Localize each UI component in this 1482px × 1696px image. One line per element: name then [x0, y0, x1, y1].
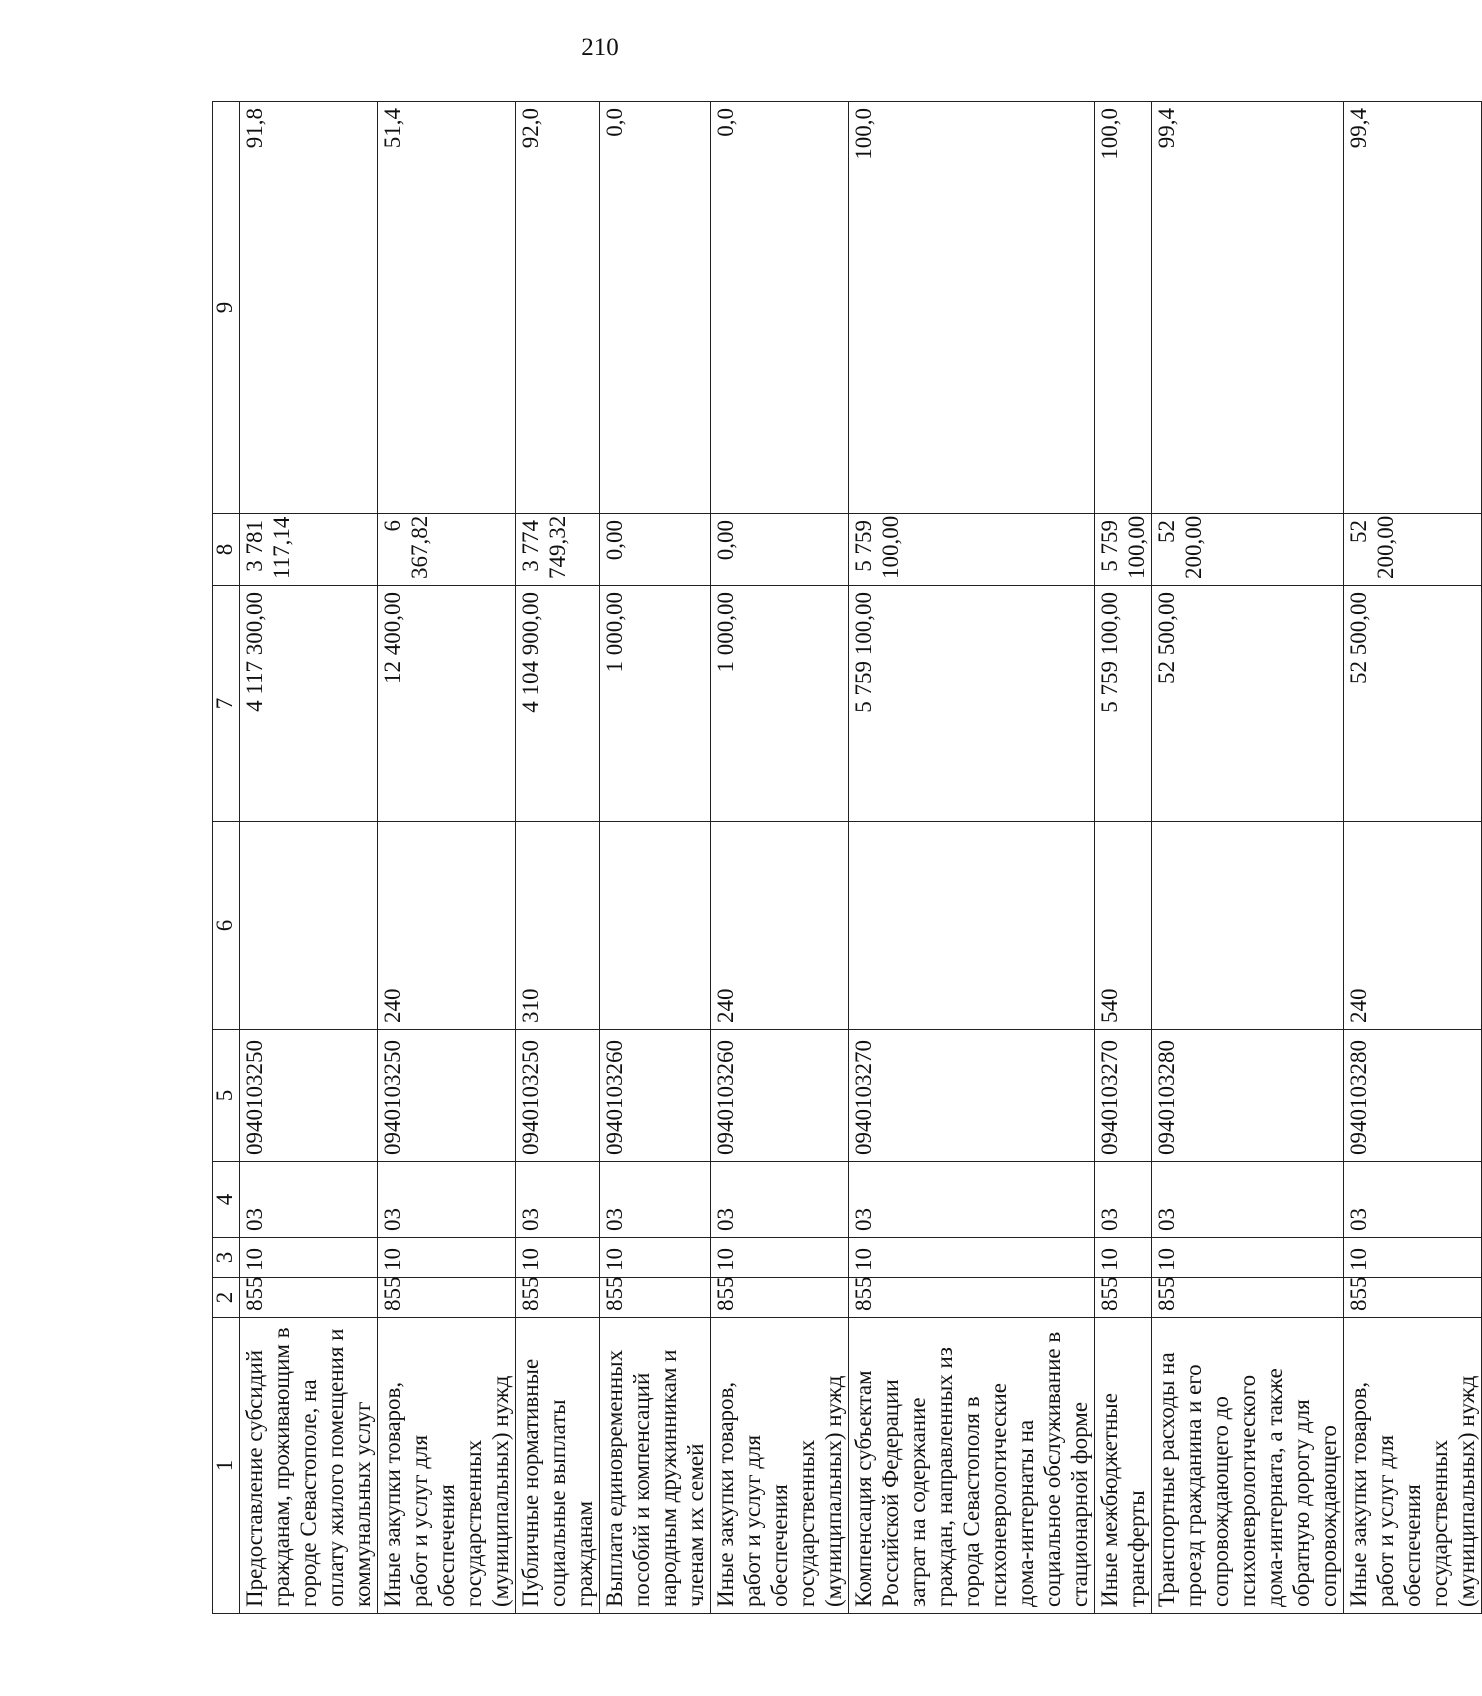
row-section-cell: 10 [516, 1238, 600, 1278]
row-name-cell: Иные закупки товаров, работ и услуг для обеспечения государственных (муниципальных) нужд [378, 1318, 516, 1614]
row-name-cell: Публичные нормативные социальные выплаты гражданам [516, 1318, 600, 1614]
row-expense-type-cell [600, 822, 711, 1030]
row-expense-type-cell: 240 [711, 822, 849, 1030]
row-percent-cell: 51,4 [378, 102, 516, 514]
table-body [240, 102, 1482, 1614]
column-header-6: 6 [213, 822, 240, 1030]
column-header-3: 3 [213, 1238, 240, 1278]
row-subsection-cell: 03 [849, 1162, 1095, 1238]
row-plan-amount-cell: 1 000,00 [600, 586, 711, 822]
row-target-article-cell: 0940103260 [600, 1030, 711, 1162]
row-ministry-code-cell: 855 [378, 1278, 516, 1318]
table-row [849, 102, 1095, 1614]
row-ministry-code-cell: 855 [1344, 1278, 1482, 1318]
page-number: 210 [581, 34, 619, 61]
row-name-cell: Иные закупки товаров, работ и услуг для обеспечения государственных (муниципальных) нужд [1344, 1318, 1482, 1614]
row-plan-amount-cell: 1 000,00 [711, 586, 849, 822]
row-percent-cell: 91,8 [240, 102, 378, 514]
row-target-article-cell: 0940103270 [1095, 1030, 1152, 1162]
row-plan-amount-cell: 5 759 100,00 [849, 586, 1095, 822]
row-section-cell: 10 [240, 1238, 378, 1278]
row-section-cell: 10 [711, 1238, 849, 1278]
row-section-cell: 10 [378, 1238, 516, 1278]
row-percent-cell: 0,0 [711, 102, 849, 514]
column-header-5: 5 [213, 1030, 240, 1162]
row-subsection-cell: 03 [516, 1162, 600, 1238]
row-plan-amount-cell: 12 400,00 [378, 586, 516, 822]
row-actual-amount-cell: 52 200,00 [1152, 514, 1344, 586]
row-actual-amount-cell: 3 774 749,32 [516, 514, 600, 586]
table-row [600, 102, 711, 1614]
row-ministry-code-cell: 855 [1095, 1278, 1152, 1318]
column-header-4: 4 [213, 1162, 240, 1238]
row-section-cell: 10 [1152, 1238, 1344, 1278]
row-percent-cell: 0,0 [600, 102, 711, 514]
table-row [240, 102, 378, 1614]
table-row [516, 102, 600, 1614]
row-ministry-code-cell: 855 [1152, 1278, 1344, 1318]
row-name-cell: Компенсация субъектам Российской Федерации затрат на содержание граждан, направленных из города Севастополя в психоневрологические дома-интернаты на социальное обслуживание в стационарной форме [849, 1318, 1095, 1614]
row-actual-amount-cell: 0,00 [711, 514, 849, 586]
row-section-cell: 10 [849, 1238, 1095, 1278]
row-subsection-cell: 03 [1152, 1162, 1344, 1238]
row-actual-amount-cell: 5 759 100,00 [849, 514, 1095, 586]
table-row [711, 102, 849, 1614]
row-plan-amount-cell: 4 117 300,00 [240, 586, 378, 822]
row-target-article-cell: 0940103270 [849, 1030, 1095, 1162]
row-expense-type-cell [849, 822, 1095, 1030]
row-section-cell: 10 [1344, 1238, 1482, 1278]
row-name-cell: Иные закупки товаров, работ и услуг для обеспечения государственных (муниципальных) нужд [711, 1318, 849, 1614]
row-ministry-code-cell: 855 [849, 1278, 1095, 1318]
row-ministry-code-cell: 855 [516, 1278, 600, 1318]
row-expense-type-cell [240, 822, 378, 1030]
rotated-table-container [212, 102, 1479, 1614]
row-ministry-code-cell: 855 [240, 1278, 378, 1318]
row-percent-cell: 100,0 [1095, 102, 1152, 514]
budget-table [212, 101, 1482, 1614]
table-row [378, 102, 516, 1614]
row-target-article-cell: 0940103250 [240, 1030, 378, 1162]
row-actual-amount-cell: 3 781 117,14 [240, 514, 378, 586]
table-row [1152, 102, 1344, 1614]
row-target-article-cell: 0940103250 [378, 1030, 516, 1162]
row-subsection-cell: 03 [240, 1162, 378, 1238]
row-section-cell: 10 [600, 1238, 711, 1278]
row-plan-amount-cell: 52 500,00 [1344, 586, 1482, 822]
row-expense-type-cell: 240 [1344, 822, 1482, 1030]
row-plan-amount-cell: 5 759 100,00 [1095, 586, 1152, 822]
column-header-1: 1 [213, 1318, 240, 1614]
row-expense-type-cell: 240 [378, 822, 516, 1030]
row-target-article-cell: 0940103280 [1344, 1030, 1482, 1162]
row-actual-amount-cell: 6 367,82 [378, 514, 516, 586]
row-name-cell: Транспортные расходы на проезд гражданина и его сопровождающего до психоневрологического дома-интерната, а также обратную дорогу для сопровождающего [1152, 1318, 1344, 1614]
table-row [1095, 102, 1152, 1614]
row-subsection-cell: 03 [600, 1162, 711, 1238]
row-expense-type-cell [1152, 822, 1344, 1030]
row-actual-amount-cell: 0,00 [600, 514, 711, 586]
row-ministry-code-cell: 855 [711, 1278, 849, 1318]
row-subsection-cell: 03 [378, 1162, 516, 1238]
row-actual-amount-cell: 5 759 100,00 [1095, 514, 1152, 586]
column-header-7: 7 [213, 586, 240, 822]
row-ministry-code-cell: 855 [600, 1278, 711, 1318]
row-target-article-cell: 0940103250 [516, 1030, 600, 1162]
row-section-cell: 10 [1095, 1238, 1152, 1278]
row-subsection-cell: 03 [1344, 1162, 1482, 1238]
row-name-cell: Иные межбюджетные трансферты [1095, 1318, 1152, 1614]
row-percent-cell: 100,0 [849, 102, 1095, 514]
row-expense-type-cell: 540 [1095, 822, 1152, 1030]
row-target-article-cell: 0940103260 [711, 1030, 849, 1162]
row-name-cell: Выплата единовременных пособий и компенсаций народным дружинникам и членам их семей [600, 1318, 711, 1614]
table-header-row [213, 102, 240, 1614]
column-header-2: 2 [213, 1278, 240, 1318]
row-percent-cell: 99,4 [1152, 102, 1344, 514]
row-name-cell: Предоставление субсидий гражданам, проживающим в городе Севастополе, на оплату жилого помещения и коммунальных услуг [240, 1318, 378, 1614]
table-row [1344, 102, 1482, 1614]
row-percent-cell: 99,4 [1344, 102, 1482, 514]
row-plan-amount-cell: 52 500,00 [1152, 586, 1344, 822]
row-plan-amount-cell: 4 104 900,00 [516, 586, 600, 822]
column-header-8: 8 [213, 514, 240, 586]
row-subsection-cell: 03 [711, 1162, 849, 1238]
row-percent-cell: 92,0 [516, 102, 600, 514]
row-expense-type-cell: 310 [516, 822, 600, 1030]
row-subsection-cell: 03 [1095, 1162, 1152, 1238]
row-actual-amount-cell: 52 200,00 [1344, 514, 1482, 586]
row-target-article-cell: 0940103280 [1152, 1030, 1344, 1162]
column-header-9: 9 [213, 102, 240, 514]
